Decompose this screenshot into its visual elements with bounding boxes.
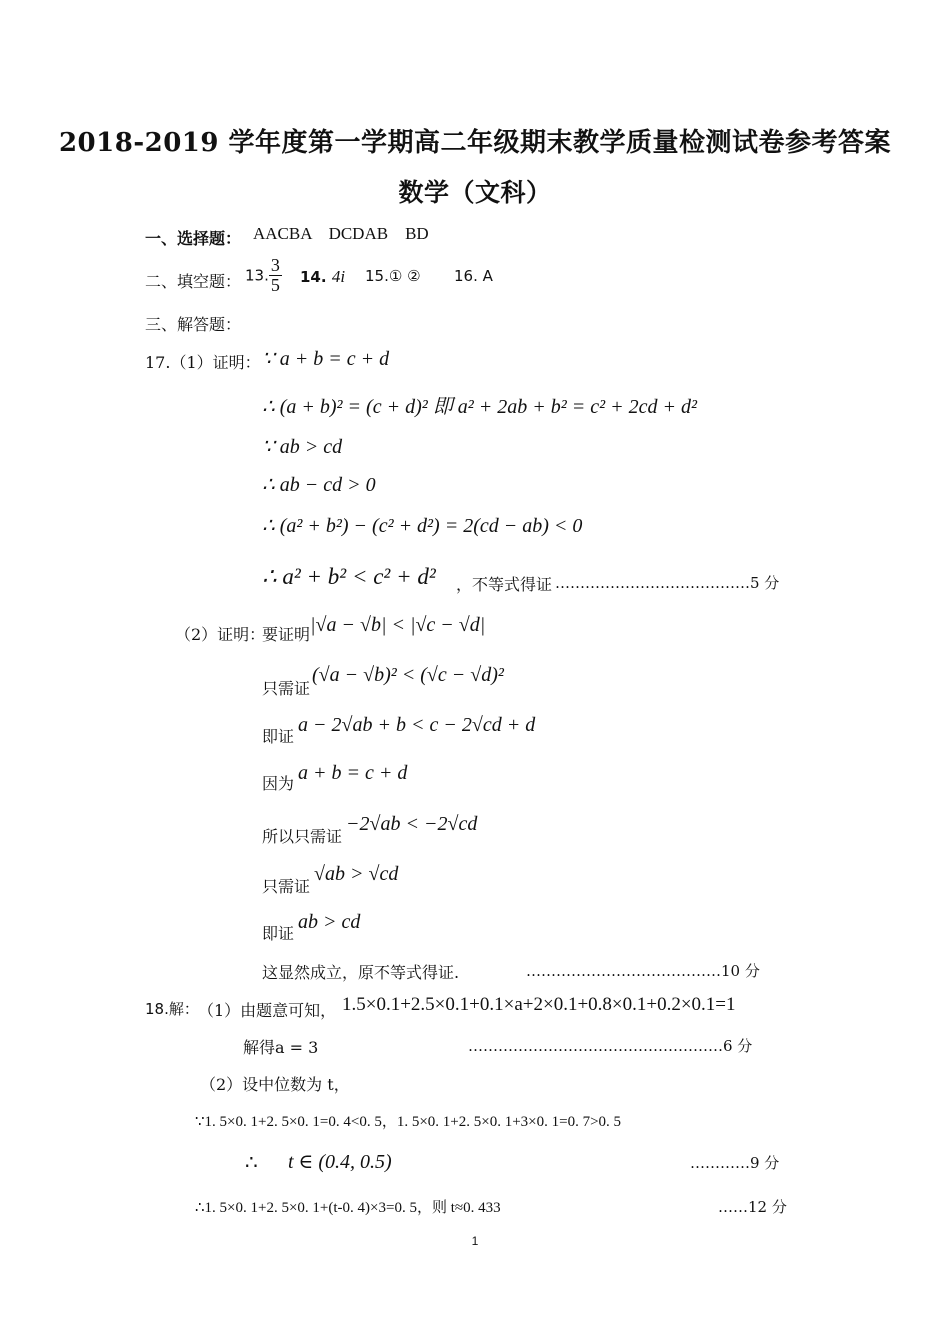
fill-q13 xyxy=(245,256,282,295)
q18-score-12: ……12 分 xyxy=(718,1198,787,1216)
choice-answers: AACBA DCDAB BD xyxy=(253,224,429,243)
q18-equation: 1.5×0.1+2.5×0.1+0.1×a+2×0.1+0.8×0.1+0.2×0.1=1 xyxy=(342,994,736,1015)
section-answer-label: 三、解答题： xyxy=(145,315,242,334)
section-fill-label: 二、填空题： xyxy=(145,272,242,291)
q18-part2-text: （2）设中位数为 t， xyxy=(200,1075,350,1094)
q18-part1-text: （1）由题意可知， xyxy=(198,1001,337,1020)
page-title: 2018-2019 学年度第一学期高二年级期末教学质量检测试卷参考答案 xyxy=(58,128,892,158)
q18-label: 18.解： xyxy=(145,1000,199,1018)
page-number: 1 xyxy=(471,1234,479,1248)
q17-score-10: …………………………………10 分 xyxy=(526,962,760,980)
q17-part1-label: 17.（1）证明： xyxy=(145,353,261,372)
q17-p2-math-1: |√a − √b| < |√c − √d| xyxy=(310,614,486,636)
q18-score-9: …………9 分 xyxy=(690,1154,780,1172)
section-choice-label: 一、选择题： xyxy=(145,229,242,248)
q13-denominator: 5 xyxy=(270,275,280,295)
fill-q14 xyxy=(300,267,345,287)
q17-p2-math-6: √ab > √cd xyxy=(314,863,399,885)
q17-p2-text-7: 即证 xyxy=(262,924,295,943)
q17-line-1: ∵ a + b = c + d xyxy=(262,348,390,370)
q17-line-2: ∴ (a + b)² = (c + d)² 即 a² + 2ab + b² = c² + 2cd + d² xyxy=(262,396,697,418)
q17-p2-math-2: (√a − √b)² < (√c − √d)² xyxy=(312,664,504,686)
q17-p2-text-1: 要证明 xyxy=(262,625,311,644)
q17-part2-label: （2）证明： xyxy=(175,625,266,644)
q18-therefore-math: t ∈ (0.4, 0.5) xyxy=(288,1151,392,1173)
q14-answer: 4i xyxy=(331,267,346,286)
q17-p2-text-2: 只需证 xyxy=(262,679,311,698)
q17-p2-math-5: −2√ab < −2√cd xyxy=(346,813,478,835)
q17-p2-text-5: 所以只需证 xyxy=(262,827,343,846)
q14-label: 14. xyxy=(300,268,327,286)
q13-label: 13. xyxy=(245,266,269,285)
q17-p2-text-4: 因为 xyxy=(262,774,295,793)
q18-because: ∵1. 5×0. 1+2. 5×0. 1=0. 4<0. 5，1. 5×0. 1+2. 5×0. 1+3×0. 1=0. 7>0. 5 xyxy=(195,1114,622,1130)
fill-q16: 16. A xyxy=(454,267,493,285)
q17-p2-math-7: ab > cd xyxy=(298,911,361,933)
q17-line-5: ∴ (a² + b²) − (c² + d²) = 2(cd − ab) < 0 xyxy=(262,515,583,537)
q17-line-4: ∴ ab − cd > 0 xyxy=(262,474,376,496)
q17-line-3: ∵ ab > cd xyxy=(262,436,343,458)
q17-conclusion-math: ∴ a² + b² < c² + d² xyxy=(262,564,436,589)
q17-p2-math-3: a − 2√ab + b < c − 2√cd + d xyxy=(298,714,536,736)
q17-final-text: 这显然成立，原不等式得证. xyxy=(262,963,460,982)
q17-p2-text-3: 即证 xyxy=(262,727,295,746)
q18-final: ∴1. 5×0. 1+2. 5×0. 1+(t-0. 4)×3=0. 5，则 t≈0. 433 xyxy=(195,1200,501,1216)
q13-fraction xyxy=(269,256,282,295)
q18-therefore-symbol: ∴ xyxy=(245,1152,258,1174)
q17-p2-text-6: 只需证 xyxy=(262,877,311,896)
fill-q15: 15.① ② xyxy=(365,267,421,285)
page-subtitle: 数学（文科） xyxy=(398,178,552,207)
q18-score-6: ……………………………………………6 分 xyxy=(468,1037,753,1055)
q18-solve: 解得a = 3 xyxy=(243,1038,319,1057)
q13-numerator: 3 xyxy=(270,255,280,275)
q17-conclusion-text: ，不等式得证 xyxy=(456,575,553,594)
q17-p2-math-4: a + b = c + d xyxy=(298,762,408,784)
q17-score-5: …………………………………5 分 xyxy=(555,574,780,592)
